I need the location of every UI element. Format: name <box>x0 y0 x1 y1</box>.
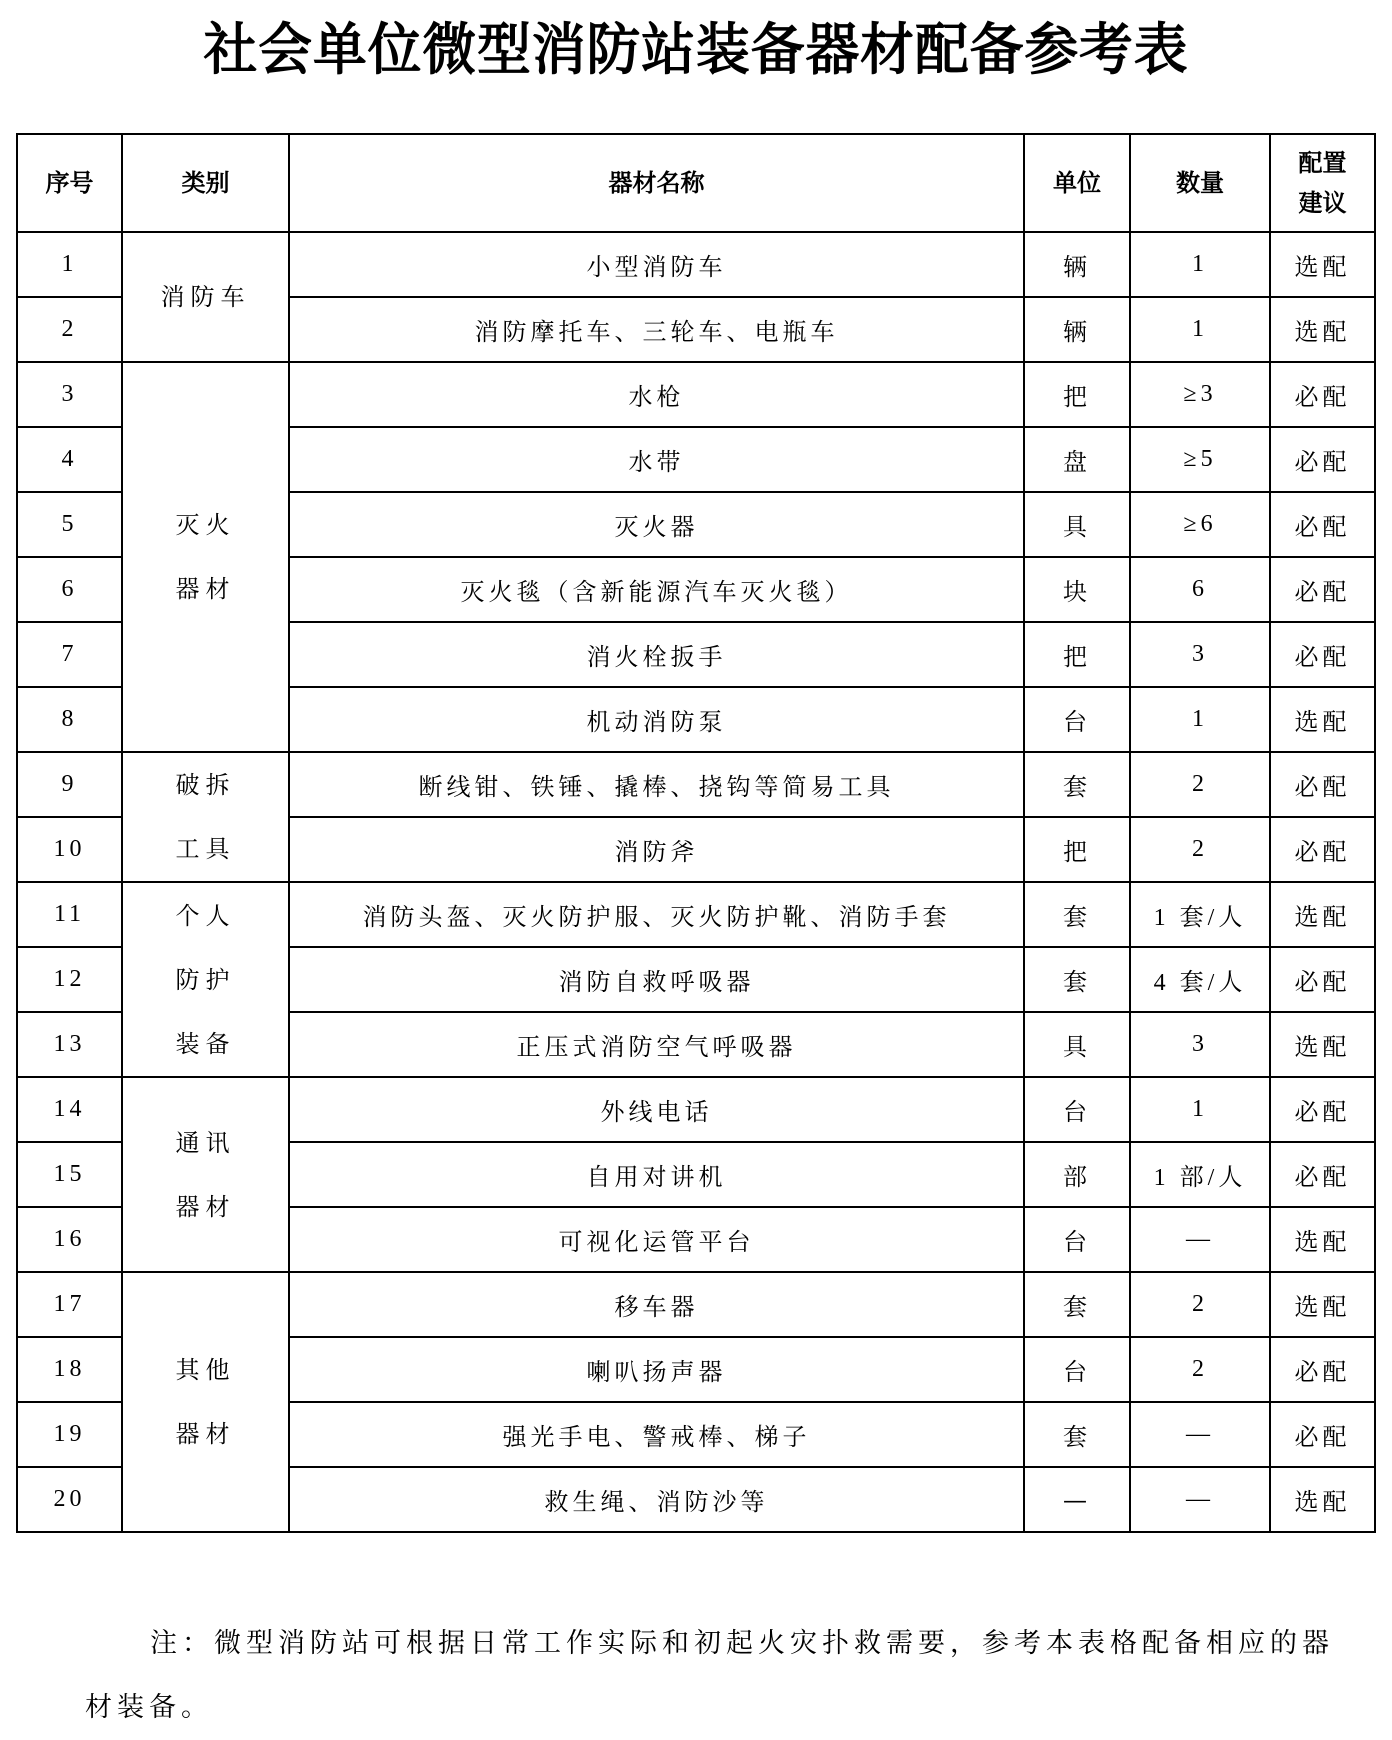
row-recommendation: 必配 <box>1270 947 1375 1012</box>
row-index: 4 <box>17 427 122 492</box>
row-quantity: 2 <box>1130 1272 1270 1337</box>
row-recommendation: 必配 <box>1270 1337 1375 1402</box>
row-name: 灭火毯（含新能源汽车灭火毯） <box>289 557 1024 622</box>
row-index: 14 <box>17 1077 122 1142</box>
row-unit: 盘 <box>1024 427 1130 492</box>
category-label: 个人 <box>175 901 236 930</box>
row-recommendation: 必配 <box>1270 622 1375 687</box>
row-quantity: ≥3 <box>1130 362 1270 427</box>
row-recommendation: 选配 <box>1270 1207 1375 1272</box>
row-name: 正压式消防空气呼吸器 <box>289 1012 1024 1077</box>
category-cell <box>122 882 289 1077</box>
row-index: 3 <box>17 362 122 427</box>
row-recommendation: 选配 <box>1270 1467 1375 1532</box>
row-unit: 把 <box>1024 817 1130 882</box>
row-recommendation: 必配 <box>1270 1077 1375 1142</box>
row-name: 喇叭扬声器 <box>289 1337 1024 1402</box>
category-label: 工具 <box>175 835 236 863</box>
header-recommendation-line1: 配置 <box>1298 149 1347 177</box>
row-recommendation: 必配 <box>1270 817 1375 882</box>
row-name: 灭火器 <box>289 492 1024 557</box>
row-recommendation: 必配 <box>1270 492 1375 557</box>
category-cell <box>122 1272 289 1532</box>
row-unit: 部 <box>1024 1142 1130 1207</box>
header-category: 类别 <box>122 134 289 232</box>
row-recommendation: 必配 <box>1270 427 1375 492</box>
row-recommendation: 必配 <box>1270 362 1375 427</box>
category-cell <box>122 1077 289 1272</box>
row-name: 消防摩托车、三轮车、电瓶车 <box>289 297 1024 362</box>
table-row <box>17 752 1375 817</box>
row-unit: 把 <box>1024 362 1130 427</box>
row-quantity: 1 <box>1130 687 1270 752</box>
row-quantity: 2 <box>1130 752 1270 817</box>
row-quantity: 1 <box>1130 297 1270 362</box>
row-index: 15 <box>17 1142 122 1207</box>
row-unit: 辆 <box>1024 232 1130 297</box>
row-name: 消防自救呼吸器 <box>289 947 1024 1012</box>
row-quantity: — <box>1130 1467 1270 1532</box>
category-cell <box>122 362 289 752</box>
category-label: 器材 <box>175 1192 236 1221</box>
row-name: 自用对讲机 <box>289 1142 1024 1207</box>
header-name: 器材名称 <box>289 134 1024 232</box>
row-quantity: 6 <box>1130 557 1270 622</box>
category-label: 防护 <box>175 965 236 994</box>
row-recommendation: 必配 <box>1270 557 1375 622</box>
row-quantity: ≥5 <box>1130 427 1270 492</box>
row-index: 16 <box>17 1207 122 1272</box>
row-unit: 台 <box>1024 1207 1130 1272</box>
row-quantity: 2 <box>1130 1337 1270 1402</box>
row-index: 17 <box>17 1272 122 1337</box>
category-label: 灭火 <box>175 511 236 539</box>
row-recommendation: 选配 <box>1270 1272 1375 1337</box>
row-name: 救生绳、消防沙等 <box>289 1467 1024 1532</box>
row-recommendation: 选配 <box>1270 687 1375 752</box>
row-unit: 套 <box>1024 882 1130 947</box>
header-unit: 单位 <box>1024 134 1130 232</box>
row-index: 19 <box>17 1402 122 1467</box>
row-index: 2 <box>17 297 122 362</box>
footnote: 注：微型消防站可根据日常工作实际和初起火灾扑救需要，参考本表格配备相应的器材装备。 <box>85 1628 1334 1723</box>
row-quantity: 1 <box>1130 232 1270 297</box>
row-recommendation: 必配 <box>1270 752 1375 817</box>
row-unit: 台 <box>1024 687 1130 752</box>
category-label: 消防车 <box>160 283 251 311</box>
header-recommendation-line2: 建议 <box>1298 189 1347 217</box>
row-recommendation: 选配 <box>1270 297 1375 362</box>
row-name: 移车器 <box>289 1272 1024 1337</box>
row-quantity: 1 部/人 <box>1130 1142 1270 1207</box>
row-quantity: 1 <box>1130 1077 1270 1142</box>
row-recommendation: 选配 <box>1270 1012 1375 1077</box>
row-index: 12 <box>17 947 122 1012</box>
row-quantity: ≥6 <box>1130 492 1270 557</box>
row-quantity: 4 套/人 <box>1130 947 1270 1012</box>
row-index: 10 <box>17 817 122 882</box>
row-recommendation: 选配 <box>1270 232 1375 297</box>
row-name: 外线电话 <box>289 1077 1024 1142</box>
row-index: 20 <box>17 1467 122 1532</box>
row-index: 18 <box>17 1337 122 1402</box>
row-recommendation: 必配 <box>1270 1402 1375 1467</box>
header-recommendation <box>1270 134 1375 232</box>
row-index: 13 <box>17 1012 122 1077</box>
row-name: 小型消防车 <box>289 232 1024 297</box>
category-label: 破拆 <box>175 771 236 799</box>
table-header-row <box>17 134 1375 232</box>
row-index: 9 <box>17 752 122 817</box>
row-quantity: — <box>1130 1207 1270 1272</box>
row-recommendation: 选配 <box>1270 882 1375 947</box>
row-name: 水枪 <box>289 362 1024 427</box>
row-unit: — <box>1024 1467 1130 1532</box>
row-unit: 套 <box>1024 947 1130 1012</box>
row-index: 5 <box>17 492 122 557</box>
header-index: 序号 <box>17 134 122 232</box>
row-name: 水带 <box>289 427 1024 492</box>
table-row <box>17 882 1375 947</box>
row-unit: 套 <box>1024 752 1130 817</box>
row-name: 消火栓扳手 <box>289 622 1024 687</box>
row-name: 消防头盔、灭火防护服、灭火防护靴、消防手套 <box>289 882 1024 947</box>
row-unit: 辆 <box>1024 297 1130 362</box>
row-index: 6 <box>17 557 122 622</box>
row-unit: 台 <box>1024 1337 1130 1402</box>
category-label: 器材 <box>175 575 236 603</box>
row-quantity: 3 <box>1130 1012 1270 1077</box>
table-row <box>17 362 1375 427</box>
row-unit: 把 <box>1024 622 1130 687</box>
row-name: 强光手电、警戒棒、梯子 <box>289 1402 1024 1467</box>
row-index: 7 <box>17 622 122 687</box>
table-row <box>17 1077 1375 1142</box>
equipment-table <box>16 133 1376 1533</box>
category-cell <box>122 232 289 362</box>
category-label: 其他 <box>175 1356 236 1384</box>
table-row <box>17 232 1375 297</box>
row-unit: 套 <box>1024 1402 1130 1467</box>
row-unit: 具 <box>1024 492 1130 557</box>
category-label: 器材 <box>175 1420 236 1448</box>
row-unit: 台 <box>1024 1077 1130 1142</box>
row-name: 机动消防泵 <box>289 687 1024 752</box>
category-cell <box>122 752 289 882</box>
category-label: 通讯 <box>175 1128 236 1157</box>
row-quantity: 3 <box>1130 622 1270 687</box>
document-title: 社会单位微型消防站装备器材配备参考表 <box>203 17 1189 83</box>
row-unit: 块 <box>1024 557 1130 622</box>
row-index: 11 <box>17 882 122 947</box>
category-label: 装备 <box>175 1029 236 1058</box>
row-index: 8 <box>17 687 122 752</box>
row-index: 1 <box>17 232 122 297</box>
row-name: 消防斧 <box>289 817 1024 882</box>
row-quantity: 1 套/人 <box>1130 882 1270 947</box>
header-quantity: 数量 <box>1130 134 1270 232</box>
table-row <box>17 1272 1375 1337</box>
row-unit: 具 <box>1024 1012 1130 1077</box>
row-name: 断线钳、铁锤、撬棒、挠钩等简易工具 <box>289 752 1024 817</box>
row-name: 可视化运管平台 <box>289 1207 1024 1272</box>
row-quantity: 2 <box>1130 817 1270 882</box>
row-unit: 套 <box>1024 1272 1130 1337</box>
row-recommendation: 必配 <box>1270 1142 1375 1207</box>
row-quantity: — <box>1130 1402 1270 1467</box>
